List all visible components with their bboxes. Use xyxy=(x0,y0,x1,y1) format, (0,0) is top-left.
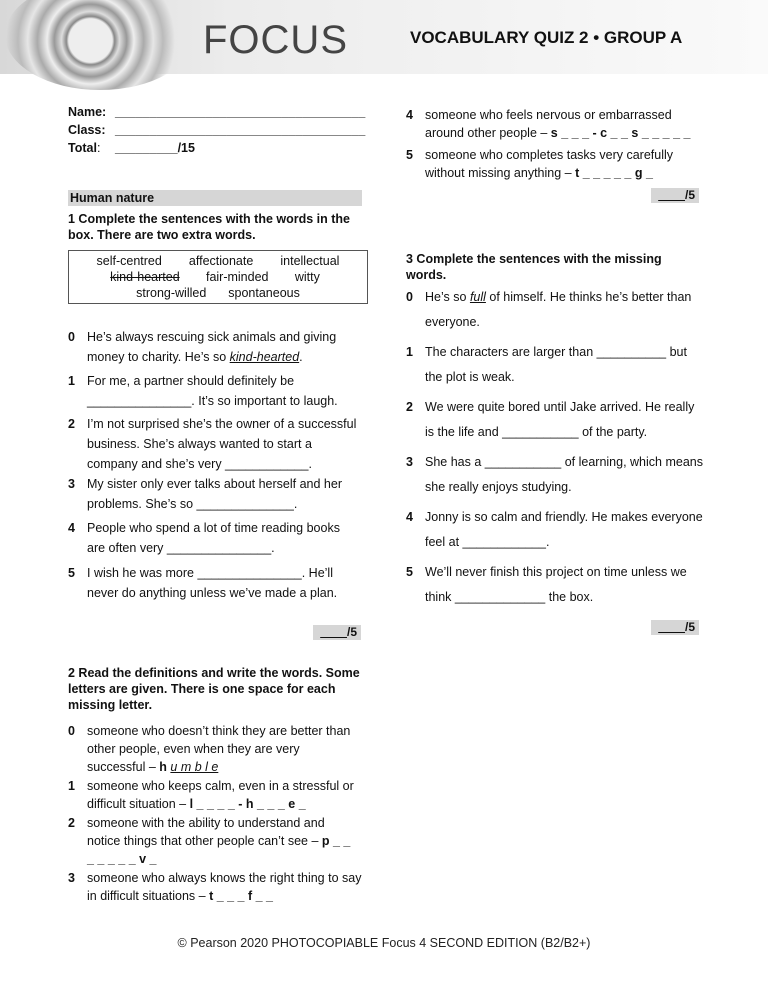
example-answer: u m b l e xyxy=(170,760,219,774)
item-text: of himself. He thinks he’s better than everyone. xyxy=(425,290,692,329)
item-text[interactable]: She has a ___________ of learning, which means she really enjoys studying. xyxy=(425,455,703,494)
ex1-item[interactable] xyxy=(68,563,358,603)
item-text[interactable]: I’m not surprised she’s the owner of a successful business. She’s always wanted to start a company and she’s very ____________. xyxy=(87,417,357,471)
given-letters: h xyxy=(159,760,167,774)
ex1-item[interactable] xyxy=(68,371,358,411)
given-letters[interactable]: t _ _ _ f _ _ xyxy=(209,889,273,903)
item-number: 0 xyxy=(68,330,75,344)
ex3-item xyxy=(406,285,706,335)
item-text[interactable]: The characters are larger than __________ but the plot is weak. xyxy=(425,345,687,384)
ex1-item[interactable] xyxy=(68,518,358,558)
box-word-crossed: kind-hearted xyxy=(110,270,180,284)
item-text: someone who keeps calm, even in a stressful or difficult situation – xyxy=(87,779,354,811)
ex3-item[interactable] xyxy=(406,560,706,610)
item-number: 0 xyxy=(68,724,75,738)
score-blank: ____ xyxy=(658,188,685,202)
ex3-item[interactable] xyxy=(406,340,706,390)
score-blank: ____ xyxy=(658,620,685,634)
box-word: witty xyxy=(294,270,320,284)
example-answer: full xyxy=(469,290,486,304)
ex3-item[interactable] xyxy=(406,450,706,500)
score-blank: ____ xyxy=(320,625,347,639)
ex1-score xyxy=(313,625,361,640)
item-number: 3 xyxy=(406,455,413,469)
ex2-item[interactable] xyxy=(406,146,706,182)
footer-copyright: © Pearson 2020 PHOTOCOPIABLE Focus 4 SECOND EDITION (B2/B2+) xyxy=(177,936,591,950)
ex1-instruction: 1 Complete the sentences with the words in the box. There are two extra words. xyxy=(68,212,350,242)
box-word: self-centred xyxy=(96,254,162,268)
given-letters[interactable]: l _ _ _ _ - h _ _ _ e _ xyxy=(189,797,306,811)
given-letters[interactable]: t _ _ _ _ _ g _ xyxy=(575,166,653,180)
item-number: 0 xyxy=(406,290,413,304)
item-number: 4 xyxy=(406,108,413,122)
item-number: 1 xyxy=(68,779,75,793)
item-number: 1 xyxy=(406,345,413,359)
ex2-score xyxy=(651,188,699,203)
item-text[interactable]: I wish he was more _______________. He’ll never do anything unless we’ve made a plan. xyxy=(87,566,338,600)
name-field[interactable]: ____________________________________ xyxy=(115,105,366,119)
item-number: 2 xyxy=(68,417,75,431)
focus-logo: FOCUS xyxy=(203,18,348,62)
given-letters[interactable]: s _ _ _ - c _ _ s _ _ _ _ _ xyxy=(550,126,691,140)
item-text: He’s so xyxy=(425,290,470,304)
item-text[interactable]: We were quite bored until Jake arrived. He really is the life and ___________ of the party. xyxy=(425,400,695,439)
logo-swirl-graphic xyxy=(5,0,195,90)
item-number: 3 xyxy=(68,871,75,885)
box-word: intellectual xyxy=(280,254,340,268)
item-number: 5 xyxy=(406,148,413,162)
ex3-item[interactable] xyxy=(406,395,706,445)
total-field: _________/15 xyxy=(115,141,195,155)
item-number: 2 xyxy=(406,400,413,414)
ex1-item[interactable] xyxy=(68,414,358,474)
box-word: fair-minded xyxy=(205,270,269,284)
total-label: Total xyxy=(68,141,97,155)
score-total: /5 xyxy=(684,620,695,634)
item-text[interactable]: We’ll never finish this project on time unless we think _____________ the box. xyxy=(425,565,687,604)
student-info xyxy=(68,103,365,157)
item-text: . xyxy=(299,350,303,364)
item-text: someone who always knows the right thing to say in difficult situations – xyxy=(87,871,362,903)
box-word: affectionate xyxy=(188,254,254,268)
example-answer: kind-hearted xyxy=(229,350,300,364)
item-text: someone with the ability to understand and notice things that other people can’t see – xyxy=(87,816,325,848)
given-letters[interactable]: p _ _ _ _ _ _ _ v _ xyxy=(87,834,351,866)
ex2-item[interactable] xyxy=(406,106,706,142)
ex2-item xyxy=(68,722,358,776)
item-number: 2 xyxy=(68,816,75,830)
item-text: someone who doesn’t think they are better than other people, even when they are very successful – xyxy=(87,724,351,774)
name-label: Name: xyxy=(68,105,107,119)
ex2-item[interactable] xyxy=(68,814,358,868)
item-number: 4 xyxy=(68,521,75,535)
ex3-instruction: 3 Complete the sentences with the missing words. xyxy=(406,252,662,282)
item-number: 4 xyxy=(406,510,413,524)
section-title: Human nature xyxy=(68,190,362,206)
item-text[interactable]: People who spend a lot of time reading books are often very _______________. xyxy=(87,521,340,555)
ex1-item xyxy=(68,327,358,367)
item-text: He’s always rescuing sick animals and giving money to charity. He’s so xyxy=(87,330,337,364)
class-field[interactable]: ____________________________________ xyxy=(115,123,366,137)
item-number: 1 xyxy=(68,374,75,388)
item-number: 3 xyxy=(68,477,75,491)
class-label: Class: xyxy=(68,123,106,137)
ex3-score xyxy=(651,620,699,635)
item-text[interactable]: Jonny is so calm and friendly. He makes everyone feel at ____________. xyxy=(425,510,703,549)
word-box xyxy=(68,250,368,304)
item-number: 5 xyxy=(68,566,75,580)
item-number: 5 xyxy=(406,565,413,579)
item-text: someone who completes tasks very carefully without missing anything – xyxy=(425,148,674,180)
page-header xyxy=(0,0,768,74)
score-total: /5 xyxy=(346,625,357,639)
quiz-title: VOCABULARY QUIZ 2 • GROUP A xyxy=(410,28,683,47)
item-text: someone who feels nervous or embarrassed around other people – xyxy=(425,108,672,140)
box-word: spontaneous xyxy=(228,286,300,300)
ex2-instruction: 2 Read the definitions and write the words. Some letters are given. There is one space for each missing letter. xyxy=(68,666,360,712)
box-word: strong-willed xyxy=(136,286,207,300)
total-colon: : xyxy=(96,141,101,155)
item-text[interactable]: My sister only ever talks about herself and her problems. She’s so ______________. xyxy=(87,477,342,511)
ex2-item[interactable] xyxy=(68,869,363,905)
ex2-item[interactable] xyxy=(68,777,363,813)
item-text[interactable]: For me, a partner should definitely be _______________. It’s so important to laugh. xyxy=(87,374,338,408)
ex1-item[interactable] xyxy=(68,474,358,514)
ex3-item[interactable] xyxy=(406,505,706,555)
score-total: /5 xyxy=(684,188,695,202)
